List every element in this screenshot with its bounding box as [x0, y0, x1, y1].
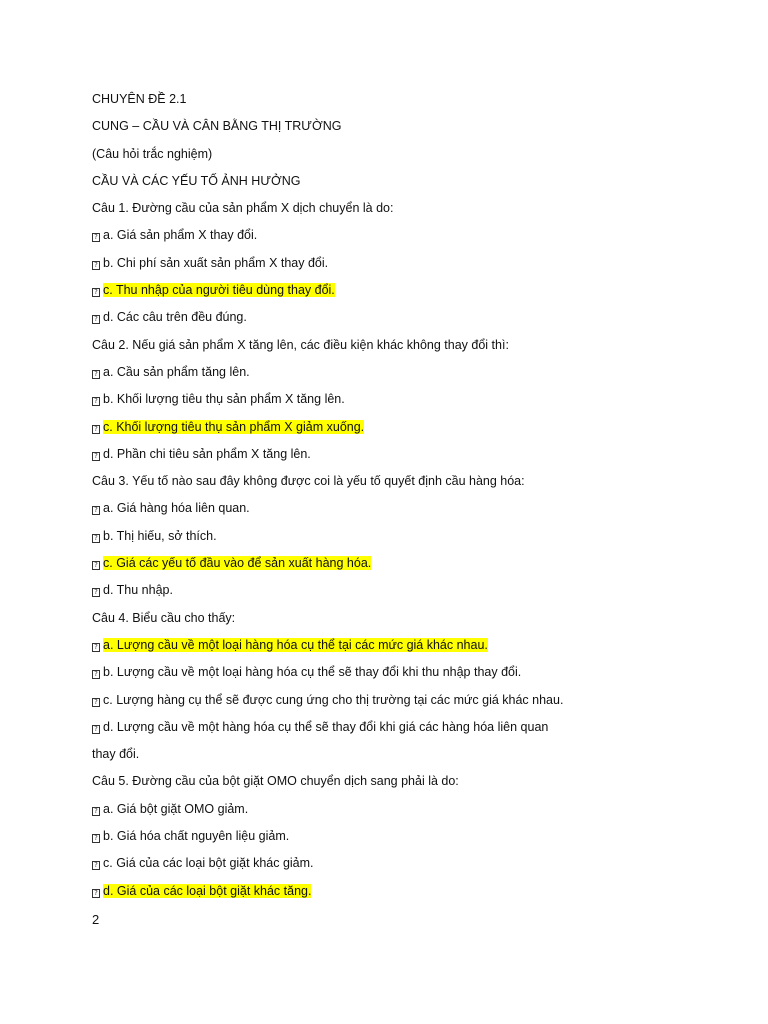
option-row: [92, 823, 752, 850]
option-text-highlighted: c. Khối lượng tiêu thụ sản phẩm X giảm xuống.: [103, 419, 365, 434]
option-row: [92, 796, 752, 823]
checkbox-icon: ?: [92, 807, 100, 816]
checkbox-icon: ?: [92, 889, 100, 898]
option-text: d. Phần chi tiêu sản phẩm X tăng lên.: [103, 446, 311, 461]
checkbox-icon: ?: [92, 643, 100, 652]
checkbox-icon: ?: [92, 315, 100, 324]
option-text: a. Giá sản phẩm X thay đổi.: [103, 228, 258, 243]
option-row: [92, 659, 752, 686]
question-text: Câu 2. Nếu giá sản phẩm X tăng lên, các điều kiện khác không thay đổi thì:: [92, 337, 509, 352]
option-text-highlighted: a. Lượng cầu về một loại hàng hóa cụ thể tại các mức giá khác nhau.: [103, 637, 488, 652]
checkbox-icon: ?: [92, 561, 100, 570]
option-row: [92, 441, 752, 468]
checkbox-icon: ?: [92, 370, 100, 379]
option-row: [92, 495, 752, 522]
checkbox-icon: ?: [92, 834, 100, 843]
checkbox-icon: ?: [92, 506, 100, 515]
option-text: d. Các câu trên đều đúng.: [103, 310, 247, 325]
option-text-highlighted: c. Giá các yếu tố đầu vào để sản xuất hàng hóa.: [103, 556, 372, 571]
option-row: [92, 577, 752, 604]
question-text: Câu 3. Yếu tố nào sau đây không được coi là yếu tố quyết định cầu hàng hóa:: [92, 474, 525, 489]
option-row: [92, 359, 752, 386]
checkbox-icon: ?: [92, 534, 100, 543]
option-text: b. Chi phí sản xuất sản phẩm X thay đổi.: [103, 255, 329, 270]
document-subtitle: CUNG – CẦU VÀ CÂN BẰNG THỊ TRƯỜNG: [92, 119, 342, 134]
option-row: [92, 632, 752, 659]
question-text: Câu 5. Đường cầu của bột giặt OMO chuyển dịch sang phải là do:: [92, 774, 459, 789]
option-text: b. Lượng cầu về một loại hàng hóa cụ thể sẽ thay đổi khi thu nhập thay đổi.: [103, 665, 522, 680]
checkbox-icon: ?: [92, 452, 100, 461]
checkbox-icon: ?: [92, 425, 100, 434]
option-text: a. Giá hàng hóa liên quan.: [103, 501, 250, 516]
option-text: b. Khối lượng tiêu thụ sản phẩm X tăng lên.: [103, 392, 345, 407]
option-row: [92, 304, 752, 331]
checkbox-icon: ?: [92, 233, 100, 242]
option-text: d. Lượng cầu về một hàng hóa cụ thể sẽ thay đổi khi giá các hàng hóa liên quan: [103, 719, 549, 734]
checkbox-icon: ?: [92, 261, 100, 270]
option-row: [92, 687, 752, 714]
option-row: [92, 714, 752, 741]
option-text-highlighted: c. Thu nhập của người tiêu dùng thay đổi.: [103, 283, 335, 298]
option-text: d. Thu nhập.: [103, 583, 173, 598]
option-row: [92, 414, 752, 441]
question-list: [92, 195, 752, 905]
option-row: [92, 222, 752, 249]
document-note: (Câu hỏi trắc nghiệm): [92, 146, 213, 161]
option-row: [92, 386, 752, 413]
document-title: CHUYÊN ĐỀ 2.1: [92, 92, 187, 106]
option-text: c. Giá của các loại bột giặt khác giảm.: [103, 856, 314, 871]
option-row: [92, 277, 752, 304]
checkbox-icon: ?: [92, 397, 100, 406]
checkbox-icon: ?: [92, 861, 100, 870]
option-text: c. Lượng hàng cụ thể sẽ được cung ứng cho thị trường tại các mức giá khác nhau.: [103, 692, 564, 707]
option-text: a. Cầu sản phẩm tăng lên.: [103, 364, 250, 379]
option-text-continuation: thay đổi.: [92, 747, 140, 762]
option-text: b. Thị hiếu, sở thích.: [103, 528, 217, 543]
option-row: [92, 878, 752, 905]
checkbox-icon: ?: [92, 670, 100, 679]
checkbox-icon: ?: [92, 288, 100, 297]
option-row: [92, 250, 752, 277]
option-text: b. Giá hóa chất nguyên liệu giảm.: [103, 829, 290, 844]
question-text: Câu 1. Đường cầu của sản phẩm X dịch chuyển là do:: [92, 201, 394, 216]
option-text-highlighted: d. Giá của các loại bột giặt khác tăng.: [103, 883, 312, 898]
section-heading: CẦU VÀ CÁC YẾU TỐ ẢNH HƯỞNG: [92, 173, 301, 188]
page-number: 2: [92, 912, 100, 927]
document-body: [92, 86, 752, 905]
option-row: [92, 850, 752, 877]
question-text: Câu 4. Biểu cầu cho thấy:: [92, 610, 236, 625]
checkbox-icon: ?: [92, 725, 100, 734]
checkbox-icon: ?: [92, 698, 100, 707]
checkbox-icon: ?: [92, 588, 100, 597]
option-row: [92, 550, 752, 577]
option-text: a. Giá bột giặt OMO giảm.: [103, 801, 249, 816]
option-row: [92, 523, 752, 550]
